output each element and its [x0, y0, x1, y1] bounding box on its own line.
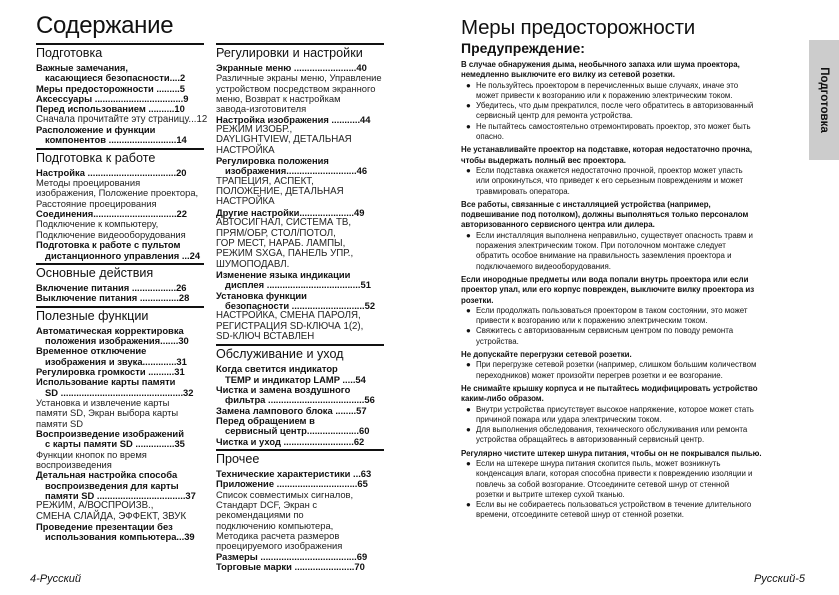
bullet-icon: ● — [466, 425, 471, 435]
warning-bullet-line: Для выполнения обследования, технического обслуживания или ремонта — [476, 425, 748, 435]
toc-entry — [216, 562, 384, 572]
toc-entry — [216, 385, 384, 406]
toc-entry-subtopics: НАСТРОЙКА — [216, 196, 275, 208]
warning-bullet-line: устройства обращайтесь в авторизованный сервисный центр. — [476, 435, 705, 445]
toc-entry-line: фильтра .....................................56 — [225, 394, 375, 406]
toc-entry-line: Расположение и функции — [36, 124, 156, 136]
toc-entry-subtopics: Установка и извлечение карты — [36, 396, 170, 408]
toc-entry-line: Регулировка положения — [216, 155, 329, 167]
toc-entry-subtopics: РЕЖИМ SXGA, ПАНЕЛЬ УПР., — [216, 248, 354, 260]
toc-entry-subtopics: рекомендациями по — [216, 509, 304, 521]
toc-entry — [216, 156, 384, 208]
toc-entry-line: Замена лампового блока ........57 — [216, 404, 367, 416]
toc-entry — [216, 291, 384, 343]
toc-entry — [216, 208, 384, 270]
toc-entry-line: дисплея ....................................51 — [225, 279, 371, 291]
toc-entry-title — [216, 416, 384, 437]
warning-bullet-line: Свяжитесь с авторизованным сервисным центром по поводу ремонта — [476, 326, 734, 336]
toc-entry-line: безопасности ............................52 — [225, 299, 376, 311]
toc-entry-subtopics: проецируемого изображения — [216, 540, 343, 552]
bullet-icon: ● — [466, 230, 471, 240]
toc-entry — [36, 326, 204, 347]
toc-entry-subtopics: Сначала прочитайте эту страницу...12 — [36, 113, 208, 125]
toc-entry — [216, 416, 384, 437]
toc-entry — [216, 479, 384, 551]
warning-bullet-line: травмировать оператора. — [476, 186, 570, 196]
toc-entry — [36, 125, 204, 146]
warning-bullet-line: Если на штекере шнура питания скопится пыль, может возникнуть — [476, 458, 721, 468]
warning-bullets — [461, 306, 801, 347]
toc-entry-line: изображения и звука.............31 — [45, 355, 187, 367]
warning-bullet-line: опасно. — [476, 132, 504, 142]
toc-entry-subtopics: Расстояние проецирования — [36, 197, 157, 209]
warning-bullet-line: подключаемого видеооборудования. — [476, 261, 611, 271]
toc-entry — [216, 437, 384, 447]
warning-bullet — [461, 306, 801, 327]
toc-entry — [36, 63, 204, 84]
toc-entry-line: Установка функции — [216, 289, 307, 301]
warning-bullets — [461, 166, 801, 197]
toc-entry-subtopics: воспроизведения — [36, 459, 112, 470]
warning-bullets — [461, 360, 801, 381]
warning-bullet — [461, 405, 801, 426]
warning-heading-line: В случае обнаружения дыма, необычного запаха или шума проектора, — [461, 60, 740, 69]
side-tab-label: Подготовка — [818, 67, 830, 133]
toc-entry-line: Настройка изображения ...........44 — [216, 113, 371, 125]
warning-heading — [461, 200, 801, 231]
toc-entry-line: сервисный центр....................60 — [225, 425, 370, 437]
toc-entry-subtopics: Методика расчета размеров — [216, 530, 340, 542]
bullet-icon: ● — [466, 458, 471, 468]
toc-entry — [36, 522, 204, 543]
warning-heading-line: Все работы, связанные с инсталляцией устройства (например, — [461, 199, 711, 209]
warning-bullets — [461, 81, 801, 143]
warning-bullets — [461, 231, 801, 272]
warning-bullet-line: Если продолжать пользоваться проектором в таком состоянии, это может — [476, 305, 748, 315]
toc-entry-subtopics: Список совместимых сигналов, — [216, 488, 354, 500]
warning-bullet — [461, 81, 801, 102]
bullet-icon: ● — [466, 80, 471, 90]
toc-entry-line: Другие настройки.....................49 — [216, 206, 365, 218]
warning-heading-line: Регулярно чистите штекер шнура питания, чтобы он не покрывался пылью. — [461, 448, 762, 458]
toc-entry — [216, 115, 384, 156]
toc-entry-line: Важные замечания, — [36, 62, 128, 73]
toc-section — [36, 306, 204, 543]
toc-entry-line: Детальная настройка способа — [36, 469, 178, 481]
warning-bullet — [461, 166, 801, 197]
toc-entry-title — [216, 437, 384, 447]
page-title: Меры предосторожности — [461, 16, 696, 39]
toc-entry-subtopics: Методы проецирования — [36, 177, 141, 189]
toc-entry-line: касающиеся безопасности....2 — [45, 72, 186, 84]
toc-entry — [36, 168, 204, 209]
toc-entry-title — [216, 385, 384, 406]
toc-entry-subtopics: завода-изготовителя — [216, 103, 307, 115]
toc-entry — [36, 377, 204, 429]
toc-entry — [216, 270, 384, 291]
toc-entry-subtopics: подключению компьютера, — [216, 519, 334, 531]
toc-entry-subtopics: РЕЖИМ ИЗОБР., — [216, 124, 293, 136]
toc-entry-title — [36, 522, 204, 543]
toc-entry-subtopics: РЕГИСТРАЦИЯ SD-КЛЮЧА 1(2), — [216, 320, 364, 332]
warning-bullet — [461, 101, 801, 122]
warning-bullet — [461, 326, 801, 347]
warning-heading-line: Не устанавливайте проектор на подставке, которая недостаточно прочна, — [461, 145, 753, 155]
warning-heading-line: розетки. — [461, 295, 494, 305]
bullet-icon: ● — [466, 500, 471, 510]
toc-entry-title — [216, 562, 384, 572]
toc-entry-subtopics: СМЕНА СЛАЙДА, ЭФФЕКТ, ЗВУК — [36, 510, 187, 522]
warning-heading-line: авторизованного сервисного центра или дилера. — [461, 220, 655, 230]
toc-entry-title — [36, 240, 204, 261]
toc-entry — [36, 346, 204, 367]
toc-section-heading: Регулировки и настройки — [216, 43, 384, 61]
warning-heading-line: каким-либо образом. — [461, 394, 544, 404]
toc-entry-line: Чистка и замена воздушного — [216, 383, 351, 395]
page-subtitle: Предупреждение: — [461, 40, 585, 56]
toc-entry-subtopics: Подключение видеооборудования — [36, 228, 186, 240]
toc-entry-subtopics: Стандарт DCF, Экран с — [216, 499, 318, 511]
toc-column-right — [216, 43, 384, 574]
warning-bullet — [461, 500, 801, 521]
toc-section — [36, 43, 208, 146]
toc-entry-subtopics: НАСТРОЙКА, СМЕНА ПАРОЛЯ, — [216, 310, 361, 322]
warning-bullet-line: Убедитесь, что дым прекратился, после чего обратитесь в авторизованный — [476, 101, 754, 111]
toc-entry — [216, 63, 384, 115]
toc-title: Содержание — [36, 12, 174, 39]
warning-bullet-line: причиной пожара или удара электрическим током. — [476, 414, 662, 424]
toc-entry-subtopics: ШУМОПОДАВЛ. — [216, 258, 290, 270]
toc-entry-subtopics: SD-КЛЮЧ ВСТАВЛЕН — [216, 330, 315, 342]
warning-bullet-line: Внутри устройства присутствует высокое напряжение, которое может стать — [476, 404, 754, 414]
toc-entry-subtopics: памяти SD, Экран выбора карты — [36, 407, 179, 419]
bullet-icon: ● — [466, 404, 471, 414]
toc-section-heading: Подготовка к работе — [36, 148, 204, 166]
toc-entry-title — [216, 364, 384, 385]
toc-entry-subtopics: Подключение к компьютеру, — [36, 218, 159, 230]
toc-column-left — [36, 43, 208, 545]
warning-bullet-line: Если подставка окажется недостаточно прочной, проектор может упасть — [476, 165, 743, 175]
toc-section — [36, 263, 204, 304]
warning-bullet-line: переходников) может произойти перегрев розетки и ее возгорание. — [476, 370, 723, 380]
bullet-icon: ● — [466, 305, 471, 315]
toc-section — [216, 449, 384, 572]
toc-entry-line: Приложение ...............................65 — [216, 478, 368, 490]
toc-entry-title — [36, 377, 204, 398]
toc-entry-line: Включение питания .................26 — [36, 281, 187, 293]
toc-section-heading: Обслуживание и уход — [216, 344, 384, 362]
toc-entry-line: Изменение языка индикации — [216, 268, 351, 280]
toc-entry — [36, 293, 204, 303]
toc-entry — [36, 470, 204, 522]
toc-entry-line: Аксессуары ..................................9 — [36, 93, 189, 105]
toc-entry-line: Размеры .....................................69 — [216, 550, 368, 562]
toc-entry — [36, 429, 204, 470]
warning-bullet-line: Не пользуйтесь проектором в перечисленных выше случаях, иначе это — [476, 80, 739, 90]
toc-entry-line: компонентов ..........................14 — [45, 134, 187, 146]
toc-entry-line: Перед использованием ..........10 — [36, 103, 185, 115]
toc-section-heading: Основные действия — [36, 263, 204, 281]
warning-heading — [461, 275, 801, 306]
warning-bullets — [461, 405, 801, 446]
warning-heading-line: чтобы выдержать полный вес проектора. — [461, 155, 626, 165]
warning-bullet-line: Не пытайтесь самостоятельно отремонтировать проектор, это может быть — [476, 121, 751, 131]
toc-entry-line: воспроизведения для карты — [45, 479, 179, 491]
warning-bullet-line: розетки и вытрите штекер сухой тканью. — [476, 489, 625, 499]
warning-heading — [461, 60, 801, 81]
warning-heading-line: проектор упал, или его корпус поврежден, выключите вилку проектора из — [461, 285, 755, 295]
warning-heading-line: Если инородные предметы или вода попали внутрь проектора или если — [461, 274, 749, 284]
toc-entry-line: Воспроизведение изображений — [36, 427, 184, 439]
toc-entry-line: TEMP и индикатор LAMP .....54 — [225, 373, 366, 385]
toc-entry-subtopics: ПОЛОЖЕНИЕ, ДЕТАЛЬНАЯ — [216, 186, 344, 198]
toc-entry-subtopics: НАСТРОЙКА — [216, 144, 275, 156]
warning-heading-line: Не снимайте крышку корпуса и не пытайтесь модифицировать устройство — [461, 383, 758, 393]
toc-entry-line: Использование карты памяти — [36, 376, 176, 388]
warning-heading — [461, 145, 801, 166]
toc-section — [216, 43, 384, 342]
toc-entry-line: Подготовка к работе с пультом — [36, 239, 181, 251]
warning-bullet-line: конденсация влаги, которая способна привести к повреждению изоляции и — [476, 469, 753, 479]
toc-section-heading: Полезные функции — [36, 306, 204, 324]
toc-entry-title — [36, 125, 204, 146]
toc-entry-line: с карты памяти SD ...............35 — [45, 438, 185, 450]
toc-section-heading: Прочее — [216, 449, 384, 467]
toc-entry-subtopics: изображения, Положение проектора, — [36, 187, 199, 199]
toc-entry-subtopics: ПРЯМ/ОБР, СТОЛ/ПОТОЛ, — [216, 227, 336, 239]
warning-heading — [461, 350, 801, 360]
toc-entry-line: Регулировка громкости ..........31 — [36, 365, 185, 377]
toc-entry-line: SD ...............................................32 — [45, 386, 194, 398]
toc-section-heading: Подготовка — [36, 43, 204, 61]
toc-entry-line: Автоматическая корректировка — [36, 324, 184, 336]
page-number-right: Русский-5 — [753, 573, 805, 585]
warning-heading — [461, 449, 801, 459]
warning-bullet-line: или опрокинуться, что приведет к его серьезным повреждениям и может — [476, 176, 744, 186]
toc-entry-subtopics: меню, Возврат к настройкам — [216, 93, 341, 105]
toc-entry-line: Соединения................................22 — [36, 208, 187, 220]
side-tab — [809, 40, 839, 160]
toc-entry-subtopics: ТРАПЕЦИЯ, АСПЕКТ, — [216, 175, 314, 187]
warning-bullet-line: может привести к возгоранию или к поражению электрическим током. — [476, 90, 733, 100]
warnings-body — [461, 60, 801, 521]
toc-entry-title — [36, 429, 204, 450]
toc-entry — [36, 240, 204, 261]
warning-bullets — [461, 459, 801, 521]
warning-bullet-line: привести к возгоранию или к поражению электрическим током. — [476, 316, 708, 326]
toc-entry-subtopics: Различные экраны меню, Управление — [216, 72, 382, 84]
toc-entry-subtopics: ГОР МЕСТ, НАРАБ. ЛАМПЫ, — [216, 237, 346, 249]
warning-bullet-line: поражения электрическим током. При потолочном монтаже следует — [476, 241, 726, 251]
warning-bullet-line: сервисный центр для ремонта устройства. — [476, 111, 633, 121]
toc-entry-title — [216, 156, 384, 177]
toc-entry-subtopics: РЕЖИМ, А/ВОСПРОИЗВ., — [36, 500, 154, 512]
toc-entry-line: Технические характеристики ...63 — [216, 468, 372, 480]
warning-bullet — [461, 231, 801, 272]
warning-heading-line: подвешивание под потолком), должны выполняться только персоналом — [461, 210, 749, 220]
toc-entry-title — [36, 293, 204, 303]
toc-section — [216, 344, 384, 447]
toc-entry-line: Торговые марки .......................70 — [216, 561, 365, 573]
toc-entry — [216, 364, 384, 385]
toc-entry-title — [36, 470, 204, 501]
toc-entry-subtopics: Функции кнопок по время — [36, 448, 147, 460]
toc-entry-line: Проведение презентации без — [36, 521, 173, 533]
toc-entry — [36, 209, 204, 240]
warning-heading-line: Не допускайте перегрузки сетевой розетки. — [461, 350, 632, 360]
toc-entry-subtopics: устройством посредством экранного — [216, 82, 376, 94]
toc-entry-title — [36, 63, 204, 84]
warning-bullet-line: При перегрузке сетевой розетки (например, слишком большим количеством — [476, 360, 757, 370]
toc-entry-title — [216, 270, 384, 291]
warning-heading — [461, 384, 801, 405]
toc-entry-line: Настройка ..................................20 — [36, 166, 187, 178]
warning-bullet — [461, 425, 801, 446]
toc-entry-line: Временное отключение — [36, 345, 147, 357]
toc-section — [36, 148, 204, 261]
bullet-icon: ● — [466, 165, 471, 175]
warning-heading-line: немедленно выключите его вилку из сетевой розетки. — [461, 70, 675, 80]
toc-entry-line: Перед обращением в — [216, 415, 315, 426]
warning-bullet-line: устройства. — [476, 336, 519, 346]
toc-entry-line: дистанционного управления ...24 — [45, 249, 201, 261]
bullet-icon: ● — [466, 101, 471, 111]
toc-entry — [36, 113, 208, 125]
page-number-left: 4-Русский — [30, 573, 82, 585]
toc-entry-line: Меры предосторожности .........5 — [36, 82, 185, 94]
warning-bullet — [461, 122, 801, 143]
toc-entry-line: Когда светится индикатор — [216, 363, 338, 375]
toc-entry-subtopics: DAYLIGHTVIEW, ДЕТАЛЬНАЯ — [216, 134, 352, 146]
warning-bullet-line: Если инсталляция выполнена неправильно, существует опасность травм и — [476, 230, 753, 240]
toc-entry-line: использования компьютера...39 — [45, 531, 195, 543]
warning-bullet-line: повлечь за собой возгорание. Отсоедините сетевой шнур от стенной — [476, 479, 730, 489]
toc-entry-subtopics: АВТОСИГНАЛ, СИСТЕМА ТВ, — [216, 217, 352, 229]
bullet-icon: ● — [466, 121, 471, 131]
warning-bullet — [461, 360, 801, 381]
warning-bullet-line: обратить особое внимание на правильность заземления проектора и — [476, 251, 732, 261]
warning-bullet — [461, 459, 801, 500]
bullet-icon: ● — [466, 326, 471, 336]
toc-entry-line: изображения...........................46 — [225, 165, 368, 177]
toc-entry-subtopics: памяти SD — [36, 417, 83, 429]
toc-entry-title — [36, 346, 204, 367]
toc-entry-line: Выключение питания ...............28 — [36, 292, 190, 304]
toc-entry-line: Чистка и уход ...........................62 — [216, 435, 365, 447]
toc-entry-line: положения изображения.......30 — [45, 334, 189, 346]
warning-bullet-line: времени, отсоедините сетевой шнур от стенной розетки. — [476, 510, 684, 520]
warning-bullet-line: Если вы не собираетесь пользоваться устройством в течение длительного — [476, 500, 752, 510]
toc-entry-line: Экранные меню ........................40 — [216, 62, 367, 73]
toc-entry-title — [216, 291, 384, 312]
toc-entry-title — [36, 326, 204, 347]
bullet-icon: ● — [466, 360, 471, 370]
toc-entry-line: памяти SD ..................................37 — [45, 490, 196, 502]
